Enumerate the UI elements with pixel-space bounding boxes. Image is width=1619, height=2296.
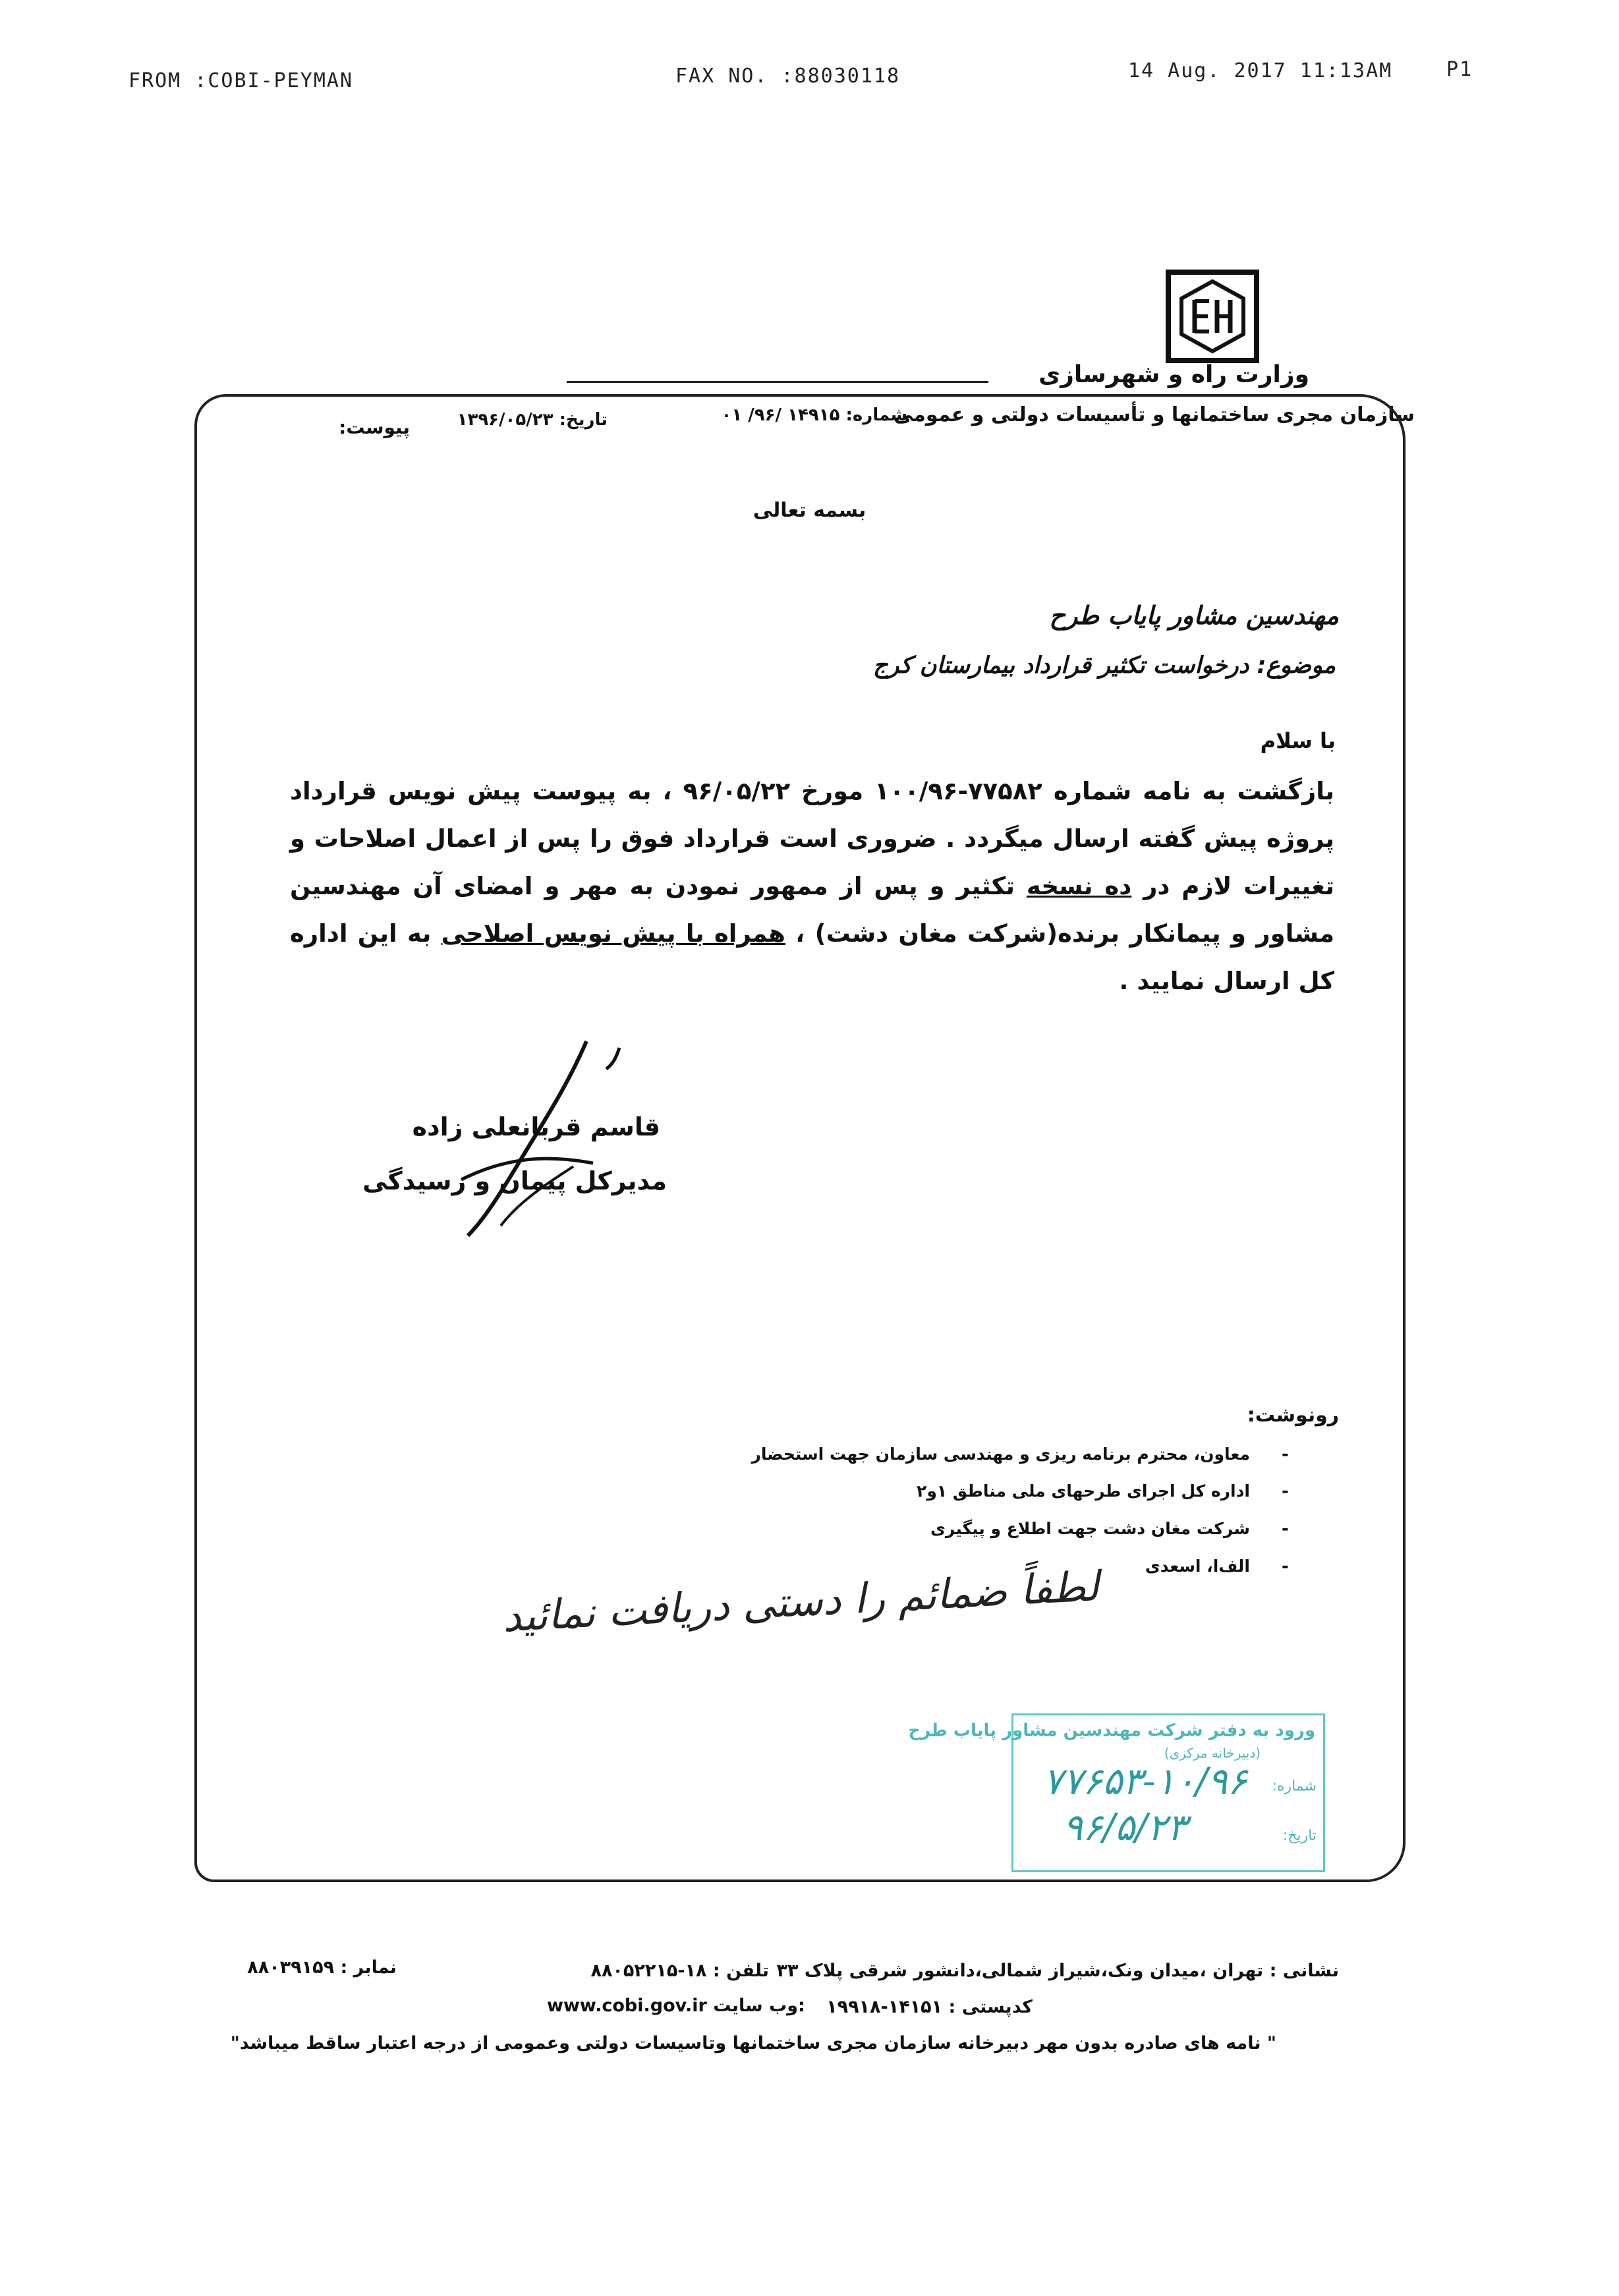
bismillah: بسمه تعالی <box>753 499 866 522</box>
cc-dash: - <box>1282 1481 1289 1501</box>
greeting: با سلام <box>1260 728 1336 753</box>
stamp-number-label: شماره: <box>1272 1778 1317 1794</box>
stamp-number-value: ۷۷۶۵۳-۱۰/۹۶ <box>1043 1760 1247 1803</box>
footer-notice: " نامه های صادره بدون مهر دبیرخانه سازمان مجری ساختمانها وتاسیسات دولتی وعمومی از درجه اعتبار ساقط میباشد" <box>230 2033 1276 2053</box>
handwritten-note: لطفاً ضمائم را دستی دریافت نمائید <box>501 1561 1100 1642</box>
body-part-2: تکثیر و پس از ممهور نمودن به مهر و امضای آن مهندسین مشاور و پیمانکار برنده(شرکت مغان دشت) ، <box>290 872 1335 948</box>
footer-address: نشانی : تهران ،میدان ونک،شیراز شمالی،دانشور شرقی پلاک ۳۳ <box>776 1961 1339 1981</box>
body-part-1: بازگشت به نامه شماره ۷۷۵۸۲-۱۰۰/۹۶ مورخ ۹۶/۰۵/۲۲ ، به پیوست پیش نویس قرارداد پروژه پیش گفته ارسال میگردد . ضروری است قرارداد فوق را پس از اعمال اصلاحات و تغییرات لازم در <box>290 777 1335 900</box>
recipient: مهندسین مشاور پایاب طرح <box>1049 601 1339 630</box>
attachment-label: پیوست: <box>339 416 410 438</box>
fax-datetime: 14 Aug. 2017 11:13AM <box>1128 59 1393 82</box>
fax-page: P1 <box>1446 58 1473 81</box>
cc-heading: رونوشت: <box>1247 1404 1339 1427</box>
stamp-date-label: تاریخ: <box>1282 1827 1317 1844</box>
fax-number: FAX NO. :88030118 <box>675 65 901 88</box>
cc-dash: - <box>1282 1557 1289 1576</box>
cc-dash: - <box>1282 1519 1289 1539</box>
organization-name: سازمان مجری ساختمانها و تأسیسات دولتی و عمومی <box>893 403 1415 426</box>
footer-website: www.cobi.gov.ir <box>547 1995 707 2016</box>
footer-phone: تلفن : ۱۸-۸۸۰۵۲۲۱۵ <box>590 1961 769 1981</box>
body-part-3: به این اداره کل ارسال نمایید . <box>290 919 1334 995</box>
letter-body <box>290 768 1334 1005</box>
copies-count: ده نسخه <box>1026 872 1132 900</box>
handwritten-signature <box>422 1028 646 1252</box>
stamp-date-value: ۹۶/۵/۲۳ <box>1063 1806 1187 1849</box>
letter-date-value: ۱۳۹۶/۰۵/۲۳ <box>457 410 554 430</box>
cc-item: الف‌ا، اسعدی <box>1145 1557 1250 1576</box>
letter-date-label: تاریخ: <box>559 410 608 430</box>
cc-item: اداره کل اجرای طرحهای ملی مناطق ۱و۲ <box>917 1481 1250 1501</box>
footer-fax: نمابر : ۸۸۰۳۹۱۵۹ <box>247 1957 397 1978</box>
body-emphasis: همراه با پیش نویس اصلاحی <box>441 919 785 948</box>
cc-item: معاون، محترم برنامه ریزی و مهندسی سازمان جهت استحضار <box>751 1445 1250 1464</box>
fax-from: FROM :COBI-PEYMAN <box>128 69 354 92</box>
footer-website-row <box>547 1995 805 2016</box>
stamp-subtitle: (دبیرخانه مرکزی) <box>1164 1745 1261 1761</box>
ministry-name: وزارت راه و شهرسازی <box>1038 361 1309 388</box>
header-rule <box>567 381 988 383</box>
reception-stamp <box>908 1713 1325 1872</box>
cc-dash: - <box>1282 1445 1289 1464</box>
footer-website-label: وب سایت: <box>713 1995 805 2016</box>
stamp-title: ورود به دفتر شرکت مهندسین مشاور پایاب طرح <box>908 1721 1315 1740</box>
letter-number-value: ۱۴۹۱۵ /۹۶/ ۰۱ <box>721 405 840 425</box>
letter-number-label: شماره: <box>845 405 907 425</box>
signer-name: قاسم قربانعلی زاده <box>412 1112 660 1141</box>
footer-postal-code: کدپستی : ۱۴۱۵۱-۱۹۹۱۸ <box>826 1997 1033 2017</box>
signer-title: مدیرکل پیمان و رسیدگی <box>362 1166 667 1195</box>
cc-item: شرکت مغان دشت جهت اطلاع و پیگیری <box>930 1519 1250 1538</box>
ministry-logo <box>1163 267 1262 366</box>
subject: موضوع: درخواست تکثیر قرارداد بیمارستان کرج <box>872 652 1336 679</box>
